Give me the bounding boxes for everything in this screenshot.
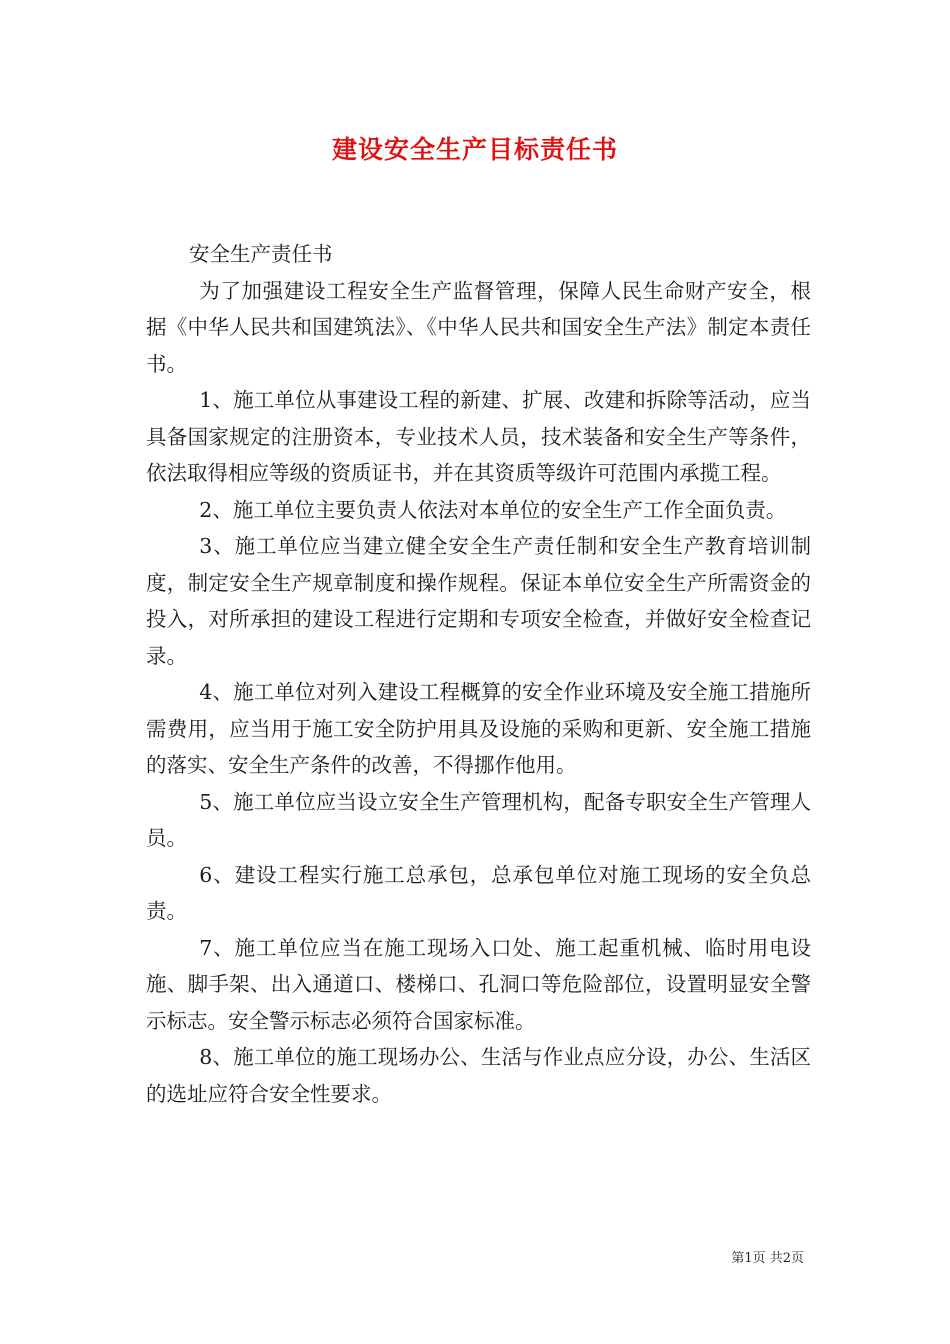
paragraph-intro: 为了加强建设工程安全生产监督管理，保障人民生命财产安全，根据《中华人民共和国建筑法》、《中华人民共和国安全生产法》制定本责任书。	[146, 278, 811, 376]
paragraph-item-3: 3、施工单位应当建立健全安全生产责任制和安全生产教育培训制度，制定安全生产规章制度和操作规程。保证本单位安全生产所需资金的投入，对所承担的建设工程进行定期和专项安全检查，并做好安全检查记录。	[146, 534, 811, 668]
section-heading: 安全生产责任书	[189, 242, 333, 266]
page-number: 第1页 共2页	[731, 1251, 804, 1266]
document-title: 建设安全生产目标责任书	[331, 135, 618, 164]
paragraph-item-2: 2、施工单位主要负责人依法对本单位的安全生产工作全面负责。	[199, 497, 787, 522]
paragraph-item-4: 4、施工单位对列入建设工程概算的安全作业环境及安全施工措施所需费用，应当用于施工安全防护用具及设施的采购和更新、安全施工措施的落实、安全生产条件的改善，不得挪作他用。	[146, 680, 811, 777]
paragraph-item-1: 1、施工单位从事建设工程的新建、扩展、改建和拆除等活动，应当具备国家规定的注册资本，专业技术人员，技术装备和安全生产等条件，依法取得相应等级的资质证书，并在其资质等级许可范围内承揽工程。	[146, 388, 811, 485]
document-body	[146, 236, 811, 1112]
paragraph-item-6: 6、建设工程实行施工总承包，总承包单位对施工现场的安全负总责。	[146, 862, 811, 923]
paragraph-item-8: 8、施工单位的施工现场办公、生活与作业点应分设，办公、生活区的选址应符合安全性要求。	[146, 1045, 811, 1106]
paragraph-item-7: 7、施工单位应当在施工现场入口处、施工起重机械、临时用电设施、脚手架、出入通道口、楼梯口、孔洞口等危险部位，设置明显安全警示标志。安全警示标志必须符合国家标准。	[146, 935, 811, 1033]
paragraph-item-5: 5、施工单位应当设立安全生产管理机构，配备专职安全生产管理人员。	[146, 789, 811, 850]
